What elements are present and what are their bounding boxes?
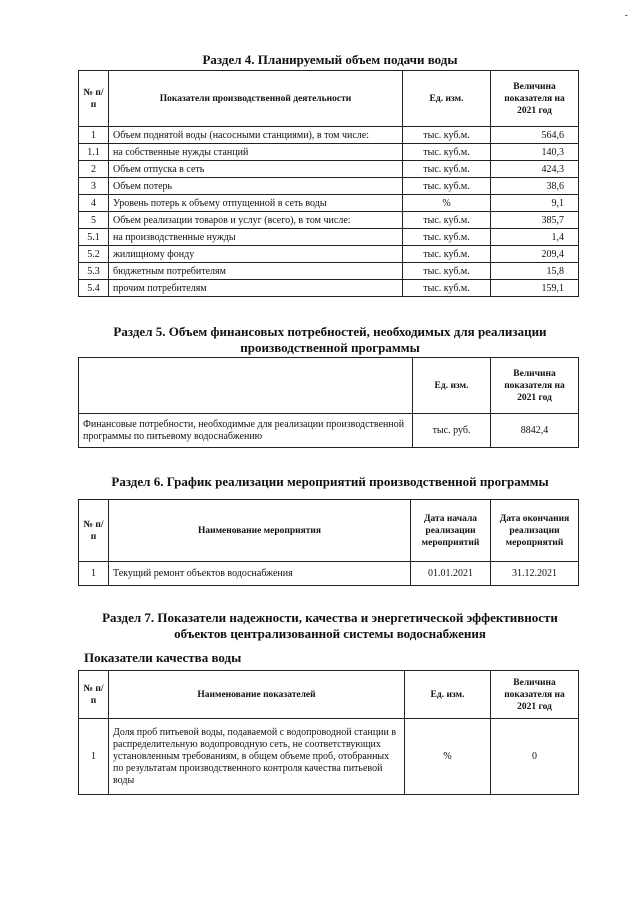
- row-value: 9,1: [491, 195, 579, 212]
- row-number: 1.1: [79, 144, 109, 161]
- row-value: 38,6: [491, 178, 579, 195]
- table-row: [79, 229, 579, 246]
- header-cell: Ед. изм.: [413, 358, 491, 414]
- row-unit: тыс. куб.м.: [403, 144, 491, 161]
- row-label: Текущий ремонт объектов водоснабжения: [109, 562, 411, 586]
- header-cell: № п/п: [79, 500, 109, 562]
- section-7-title-line-2: объектов централизованной системы водоснабжения: [174, 626, 486, 641]
- row-number: 5.3: [79, 263, 109, 280]
- row-value: 140,3: [491, 144, 579, 161]
- row-label: на собственные нужды станций: [109, 144, 403, 161]
- row-start-date: 01.01.2021: [411, 562, 491, 586]
- table-row: [79, 414, 579, 448]
- table-row: [79, 127, 579, 144]
- row-end-date: 31.12.2021: [491, 562, 579, 586]
- row-number: 2: [79, 161, 109, 178]
- row-unit: тыс. руб.: [413, 414, 491, 448]
- header-cell: Дата окончания реализации мероприятий: [491, 500, 579, 562]
- row-value: 1,4: [491, 229, 579, 246]
- row-value: 564,6: [491, 127, 579, 144]
- section-5-title-line-1: Раздел 5. Объем финансовых потребностей, необходимых для реализации: [113, 324, 547, 339]
- table-row: [79, 562, 579, 586]
- header-cell: Наименование показателей: [109, 671, 405, 719]
- header-cell: [79, 358, 413, 414]
- row-value: 15,8: [491, 263, 579, 280]
- table-header-row: [79, 71, 579, 127]
- row-unit: %: [403, 195, 491, 212]
- table-row: [79, 719, 579, 795]
- table-row: [79, 161, 579, 178]
- header-cell: Дата начала реализации мероприятий: [411, 500, 491, 562]
- row-unit: тыс. куб.м.: [403, 229, 491, 246]
- table-header-row: [79, 500, 579, 562]
- page-marker: -: [624, 10, 628, 21]
- row-unit: %: [405, 719, 491, 795]
- section-5-title-line-2: производственной программы: [240, 340, 420, 355]
- section-7-title-line-1: Раздел 7. Показатели надежности, качества и энергетической эффективности: [102, 610, 558, 625]
- row-label: Финансовые потребности, необходимые для реализации производственной программы по питьевому водоснабжению: [79, 414, 413, 448]
- row-label: жилищному фонду: [109, 246, 403, 263]
- row-number: 5: [79, 212, 109, 229]
- row-number: 5.2: [79, 246, 109, 263]
- header-cell: Ед. изм.: [403, 71, 491, 127]
- row-unit: тыс. куб.м.: [403, 178, 491, 195]
- table-row: [79, 246, 579, 263]
- row-unit: тыс. куб.м.: [403, 212, 491, 229]
- row-unit: тыс. куб.м.: [403, 161, 491, 178]
- row-number: 4: [79, 195, 109, 212]
- row-unit: тыс. куб.м.: [403, 280, 491, 297]
- table-row: [79, 212, 579, 229]
- row-unit: тыс. куб.м.: [403, 263, 491, 280]
- row-label: Объем поднятой воды (насосными станциями), в том числе:: [109, 127, 403, 144]
- row-label: на производственные нужды: [109, 229, 403, 246]
- row-label: Объем потерь: [109, 178, 403, 195]
- row-value: 8842,4: [491, 414, 579, 448]
- table-row: [79, 178, 579, 195]
- row-number: 1: [79, 562, 109, 586]
- row-label: Объем отпуска в сеть: [109, 161, 403, 178]
- row-number: 3: [79, 178, 109, 195]
- table-row: [79, 195, 579, 212]
- row-label: бюджетным потребителям: [109, 263, 403, 280]
- header-cell: Показатели производственной деятельности: [109, 71, 403, 127]
- row-number: 1: [79, 719, 109, 795]
- header-cell: Величина показателя на 2021 год: [491, 358, 579, 414]
- row-number: 5.1: [79, 229, 109, 246]
- header-cell: Величина показателя на 2021 год: [491, 71, 579, 127]
- section-7-subtitle: Показатели качества воды: [84, 650, 242, 665]
- section-7-table: [78, 670, 579, 795]
- section-5-table: [78, 357, 579, 448]
- table-header-row: [79, 671, 579, 719]
- row-value: 0: [491, 719, 579, 795]
- table-row: [79, 263, 579, 280]
- section-6-title: Раздел 6. График реализации мероприятий производственной программы: [111, 474, 549, 489]
- header-cell: № п/п: [79, 671, 109, 719]
- row-label: прочим потребителям: [109, 280, 403, 297]
- row-number: 5.4: [79, 280, 109, 297]
- row-value: 424,3: [491, 161, 579, 178]
- header-cell: Наименование мероприятия: [109, 500, 411, 562]
- row-label: Доля проб питьевой воды, подаваемой с водопроводной станции в распределительную водопроводную сеть, не соответствующих установленным требованиям, в общем объеме проб, отобранных по результатам производственного контроля качества питьевой воды: [109, 719, 405, 795]
- section-4-table: [78, 70, 579, 297]
- row-label: Уровень потерь к объему отпущенной в сеть воды: [109, 195, 403, 212]
- table-row: [79, 280, 579, 297]
- table-header-row: [79, 358, 579, 414]
- header-cell: № п/п: [79, 71, 109, 127]
- table-row: [79, 144, 579, 161]
- section-6-table: [78, 499, 579, 586]
- header-cell: Ед. изм.: [405, 671, 491, 719]
- row-value: 385,7: [491, 212, 579, 229]
- row-number: 1: [79, 127, 109, 144]
- row-unit: тыс. куб.м.: [403, 127, 491, 144]
- header-cell: Величина показателя на 2021 год: [491, 671, 579, 719]
- row-value: 209,4: [491, 246, 579, 263]
- row-label: Объем реализации товаров и услуг (всего), в том числе:: [109, 212, 403, 229]
- row-unit: тыс. куб.м.: [403, 246, 491, 263]
- section-4-title: Раздел 4. Планируемый объем подачи воды: [202, 52, 458, 67]
- row-value: 159,1: [491, 280, 579, 297]
